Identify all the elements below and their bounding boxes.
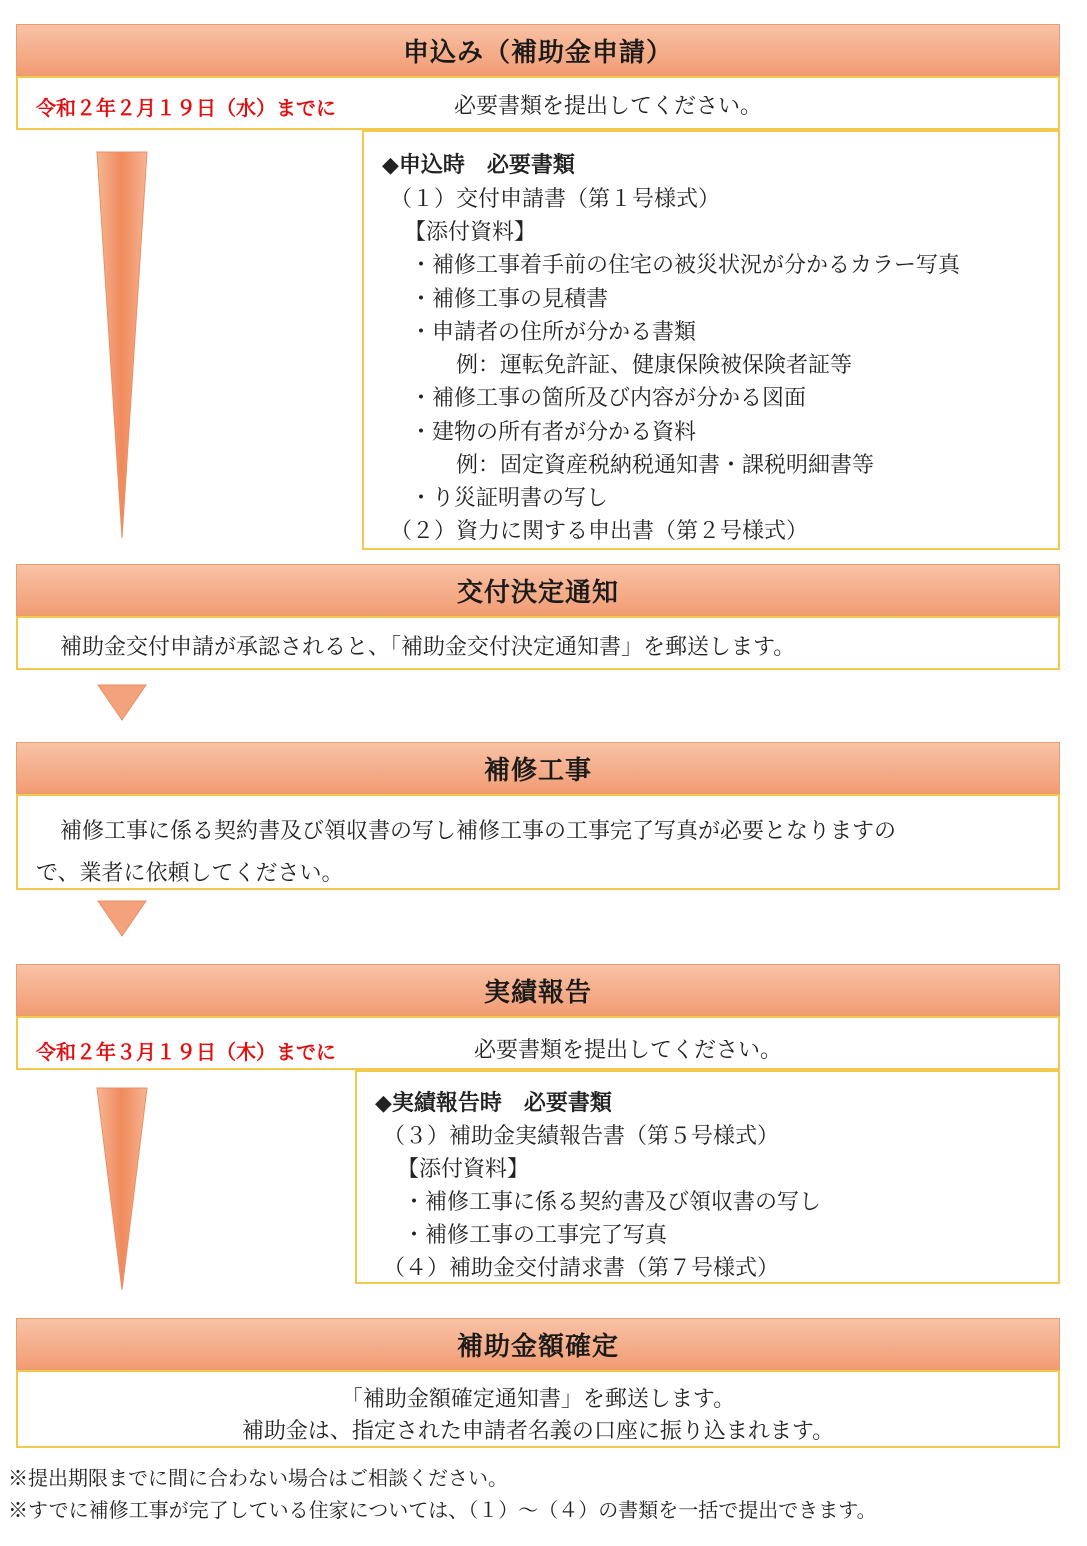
step4-deadline-box — [16, 1016, 1060, 1070]
doc-item: （３）補助金実績報告書（第５号様式） — [383, 1124, 780, 1149]
step3-body-line2: で、業者に依頼してください。 — [36, 861, 344, 886]
step3-header: 補修工事 — [16, 742, 1060, 794]
doc-item: ・補修工事の見積書 — [410, 287, 609, 312]
step3-body-box — [16, 794, 1060, 890]
doc-item: ・建物の所有者が分かる資料 — [410, 420, 697, 445]
step3-body-line1: 補修工事に係る契約書及び領収書の写し補修工事の工事完了写真が必要となりますの — [60, 819, 897, 844]
doc-item: （４）補助金交付請求書（第７号様式） — [383, 1256, 780, 1281]
arrow-down-icon — [97, 900, 147, 938]
arrow-down-icon — [97, 684, 147, 722]
step5-header: 補助金額確定 — [16, 1318, 1060, 1370]
step4-docs-title: ◆実績報告時 必要書類 — [375, 1091, 612, 1116]
doc-item: ・補修工事に係る契約書及び領収書の写し — [403, 1190, 822, 1215]
step1-header: 申込み（補助金申請） — [16, 24, 1060, 76]
step1-docs-box — [362, 130, 1060, 550]
step4-instruction: 必要書類を提出してください。 — [474, 1038, 783, 1063]
doc-item: 【添付資料】 — [404, 220, 537, 245]
step5-line1: 「補助金額確定通知書」を郵送します。 — [340, 1387, 736, 1412]
step5-body-box — [16, 1370, 1060, 1448]
doc-item: ・補修工事着手前の住宅の被災状況が分かるカラー写真 — [410, 253, 961, 278]
doc-item: 【添付資料】 — [397, 1157, 530, 1182]
step4-header: 実績報告 — [16, 964, 1060, 1016]
doc-item: 例：運転免許証、健康保険被保険者証等 — [456, 353, 853, 378]
step1-docs-title: ◆申込時 必要書類 — [382, 153, 575, 178]
note-1: ※提出期限までに間に合わない場合はご相談ください。 — [8, 1466, 508, 1490]
step1-instruction: 必要書類を提出してください。 — [454, 94, 763, 119]
doc-item: ・補修工事の箇所及び内容が分かる図面 — [410, 386, 807, 411]
step4-deadline: 令和２年３月１９日（木）までに — [36, 1040, 336, 1064]
long-arrow-2 — [96, 1086, 148, 1292]
long-arrow-1 — [96, 150, 148, 540]
step2-header: 交付決定通知 — [16, 564, 1060, 616]
doc-item: ・り災証明書の写し — [410, 486, 609, 511]
step5-line2: 補助金は、指定された申請者名義の口座に振り込まれます。 — [241, 1419, 835, 1444]
step2-body: 補助金交付申請が承認されると、「補助金交付決定通知書」を郵送します。 — [60, 635, 796, 660]
step4-docs-box — [355, 1070, 1060, 1284]
doc-item: 例：固定資産税納税通知書・課税明細書等 — [456, 453, 875, 478]
doc-item: ・補修工事の工事完了写真 — [403, 1223, 668, 1248]
doc-item: （２）資力に関する申出書（第２号様式） — [390, 519, 809, 544]
doc-item: ・申請者の住所が分かる書類 — [410, 320, 697, 345]
step1-deadline: 令和２年２月１９日（水）までに — [36, 96, 336, 120]
note-2: ※すでに補修工事が完了している住家については、（１）～（４）の書類を一括で提出できます。 — [8, 1498, 877, 1522]
step1-deadline-box — [16, 76, 1060, 130]
doc-item: （１）交付申請書（第１号様式） — [390, 187, 721, 212]
step2-body-box — [16, 616, 1060, 670]
